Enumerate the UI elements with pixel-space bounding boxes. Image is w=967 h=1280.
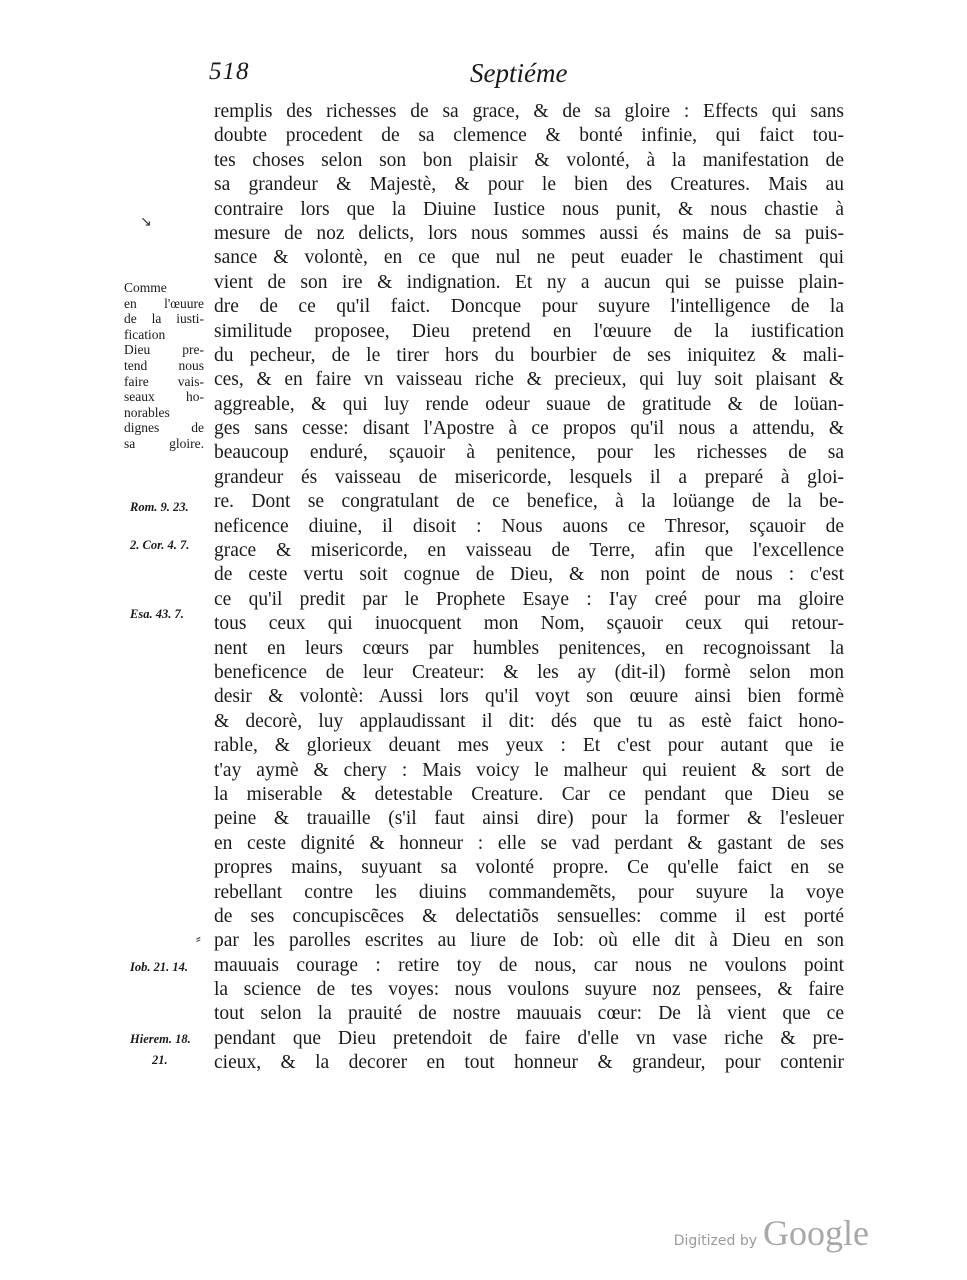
- text-line: peine & trauaille (s'il faut ainsi dire) pour la former & l'esleuer: [214, 808, 844, 830]
- text-line: contraire lors que la Diuine Iustice nous punit, & nous chastie à: [214, 198, 844, 220]
- text-line: mauuais courage : retire toy de nous, car nous ne voulons point: [214, 954, 844, 976]
- text-line: similitude proposee, Dieu pretend en l'œuure de la iustification: [214, 320, 844, 342]
- margin-gloss: [124, 280, 210, 452]
- page-number: 518: [209, 58, 250, 85]
- text-line: rebellant contre les diuins commandemẽts, pour suyure la voye: [214, 881, 844, 903]
- text-line: t'ay aymè & chery : Mais voicy le malheur qui reuient & sort de: [214, 759, 844, 781]
- scripture-reference: Iob. 21. 14.: [130, 960, 188, 974]
- running-title: Septiéme: [470, 58, 568, 88]
- text-line: tout selon la prauité de nostre mauuais cœur: De là vient que ce: [214, 1003, 844, 1025]
- text-line: remplis des richesses de sa grace, & de sa gloire : Effects qui sans: [214, 101, 844, 122]
- text-line: de ceste vertu soit cognue de Dieu, & non point de nous : c'est: [214, 564, 844, 586]
- gloss-line: sa gloire.: [124, 435, 204, 451]
- text-line: tes choses selon son bon plaisir & volonté, à la manifestation de: [214, 149, 844, 171]
- text-line: sa grandeur & Majestè, & pour le bien des Creatures. Mais au: [214, 174, 844, 196]
- text-line: rable, & glorieux deuant mes yeux : Et c'est pour autant que ie: [214, 735, 844, 757]
- gloss-line: tend nous: [124, 357, 204, 373]
- scripture-reference: Esa. 43. 7.: [130, 607, 184, 621]
- gloss-line: dignes de: [124, 420, 204, 436]
- text-line: par les parolles escrites au liure de Iob: où elle dit à Dieu en son: [214, 930, 844, 952]
- text-line: nent en leurs cœurs par humbles penitences, en recognoissant la: [214, 637, 844, 659]
- text-line: sance & volontè, en ce que nul ne peut euader le chastiment qui: [214, 247, 844, 269]
- gloss-line: faire vais-: [124, 373, 204, 389]
- text-line: la science de tes voyes: nous voulons suyure noz pensees, & faire: [214, 979, 844, 1001]
- gloss-line: en l'œuure: [124, 295, 204, 311]
- text-line: du pecheur, de le tirer hors du bourbier de ses iniquitez & mali-: [214, 344, 844, 366]
- margin-tick-mark: ⸗: [196, 931, 201, 947]
- text-line: propres mains, suyuant sa volonté propre. Ce qu'elle faict en se: [214, 857, 844, 879]
- text-line: dre de ce qu'il faict. Doncque pour suyure l'intelligence de la: [214, 296, 844, 318]
- page-header: [205, 58, 845, 92]
- gloss-line: Dieu pre-: [124, 342, 204, 358]
- body-text: [214, 100, 844, 1076]
- scripture-reference: Rom. 9. 23.: [130, 500, 189, 514]
- text-line: mesure de noz delicts, lors nous sommes aussi és mains de sa puis-: [214, 222, 844, 244]
- gloss-line: de la iusti-: [124, 311, 204, 327]
- gloss-line: fication: [124, 326, 166, 342]
- scripture-reference: Hierem. 18.: [130, 1032, 191, 1046]
- text-line: ces, & en faire vn vaisseau riche & precieux, qui luy soit plaisant &: [214, 369, 844, 391]
- google-logo: Google: [763, 1213, 869, 1253]
- text-line: & decorè, luy applaudissant il dit: dés que tu as estè faict hono-: [214, 710, 844, 732]
- text-line: doubte procedent de sa clemence & bonté infinie, qui faict tou-: [214, 125, 844, 147]
- scripture-reference: 2. Cor. 4. 7.: [130, 538, 190, 552]
- text-line: cieux, & la decorer en tout honneur & grandeur, pour contenir: [214, 1052, 844, 1074]
- text-line: desir & volontè: Aussi lors qu'il voyt son œuure ainsi bien formè: [214, 686, 844, 708]
- margin-gloss-lines: [124, 280, 210, 452]
- text-line: re. Dont se congratulant de ce benefice, à la loüange de la be-: [214, 491, 844, 513]
- digitized-watermark: [674, 1212, 869, 1254]
- gloss-line: seaux ho-: [124, 389, 204, 405]
- text-line: beaucoup enduré, sçauoir à penitence, pour les richesses de sa: [214, 442, 844, 464]
- gloss-line: Comme: [124, 280, 167, 295]
- text-line: aggreable, & qui luy rende odeur suaue de gratitude & de loüan-: [214, 393, 844, 415]
- text-line: tous ceux qui inuocquent mon Nom, sçauoir ceux qui retour-: [214, 613, 844, 635]
- text-line: ce qu'il predit par le Prophete Esaye : I'ay creé pour ma gloire: [214, 588, 844, 610]
- text-line: ges sans cesse: disant l'Apostre à ce propos qu'il nous a attendu, &: [214, 418, 844, 440]
- gloss-line: norables: [124, 404, 170, 420]
- text-line: neficence diuine, il disoit : Nous auons ce Thresor, sçauoir de: [214, 515, 844, 537]
- text-line: grandeur és vaisseau de misericorde, lesquels il a preparé à gloi-: [214, 466, 844, 488]
- text-line: la miserable & detestable Creature. Car ce pendant que Dieu se: [214, 783, 844, 805]
- watermark-prefix: Digitized by: [673, 1233, 758, 1249]
- text-line: beneficence de leur Createur: & les ay (dit-il) formè selon mon: [214, 661, 844, 683]
- text-line: de ses concupiscẽces & delectatiõs sensuelles: comme il est porté: [214, 905, 844, 927]
- margin-tick-mark: ↘: [140, 214, 152, 230]
- text-line: grace & misericorde, en vaisseau de Terre, afin que l'excellence: [214, 540, 844, 562]
- text-line: pendant que Dieu pretendoit de faire d'elle vn vase riche & pre-: [214, 1027, 844, 1049]
- text-line: en ceste dignité & honneur : elle se vad perdant & gastant de ses: [214, 832, 844, 854]
- scripture-reference: 21.: [152, 1053, 168, 1067]
- text-line: vient de son ire & indignation. Et ny a aucun qui se puisse plain-: [214, 271, 844, 293]
